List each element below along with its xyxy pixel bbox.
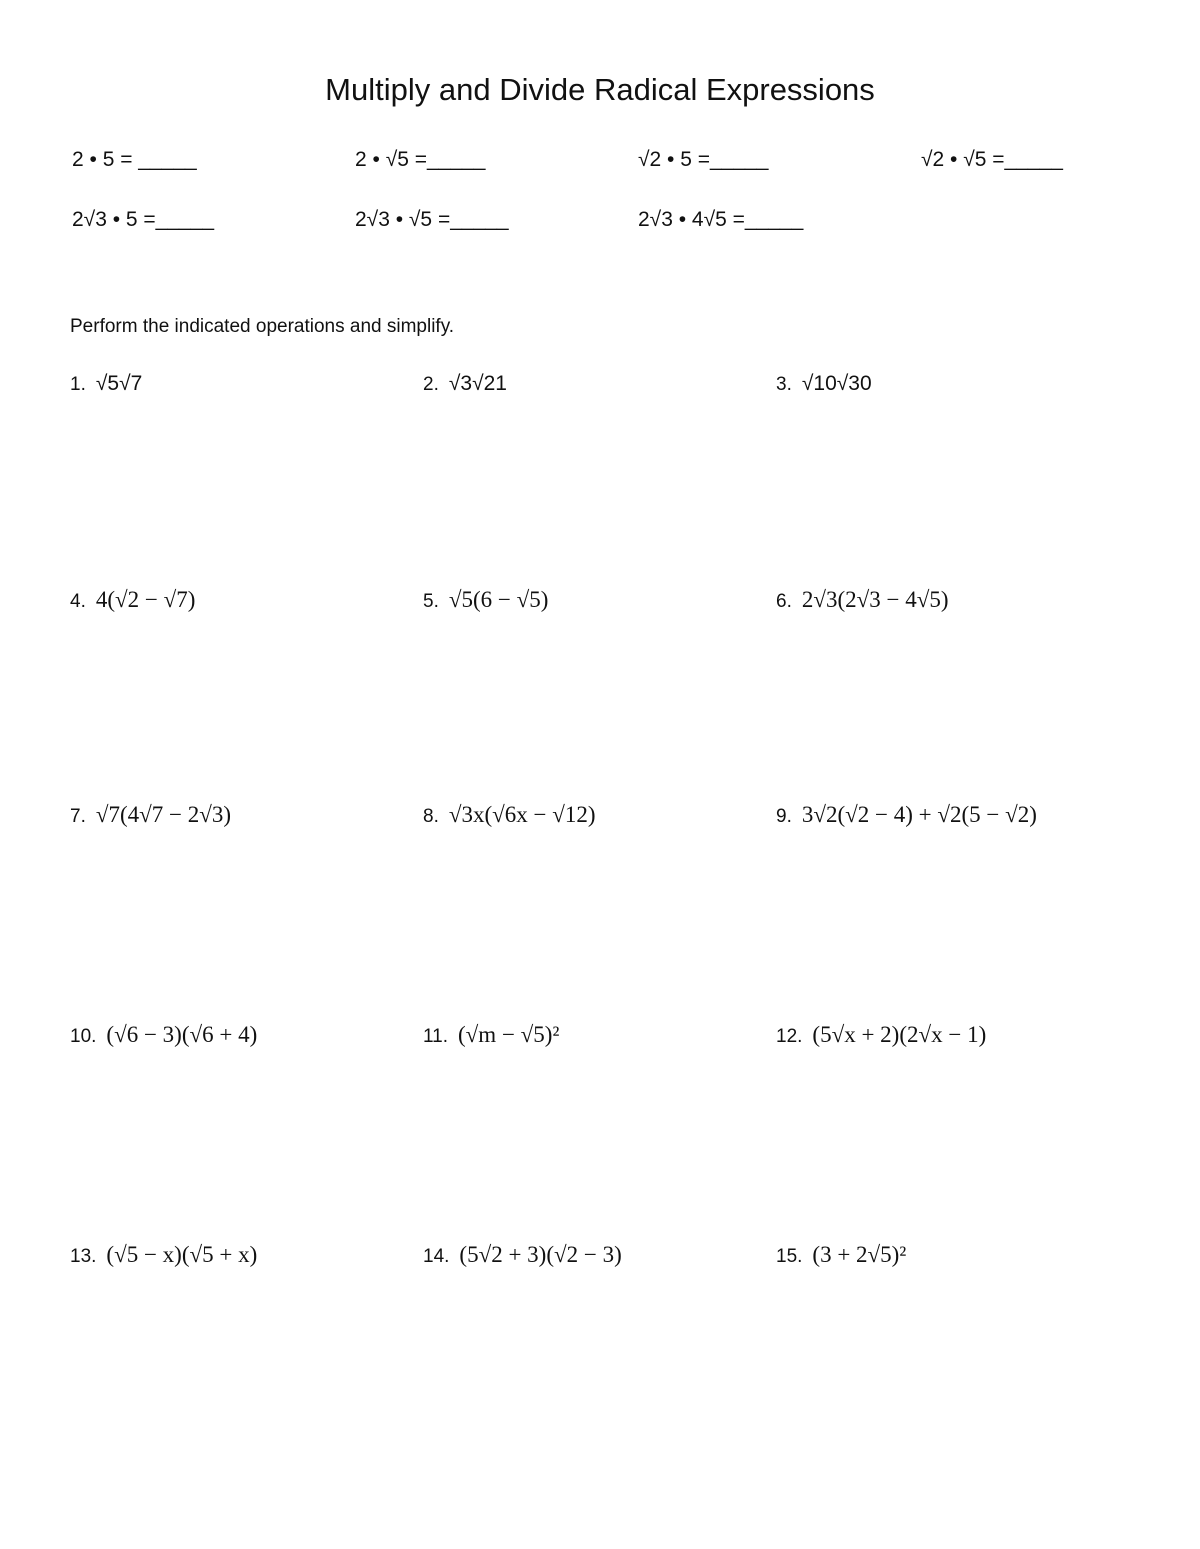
problem-1 bbox=[70, 372, 142, 396]
problem-expression: (√5 − x)(√5 + x) bbox=[106, 1242, 258, 1267]
problem-number: 3. bbox=[776, 374, 792, 395]
problem-number: 12. bbox=[776, 1026, 803, 1047]
problem-3 bbox=[776, 372, 872, 396]
warmup-item: 2√3 • √5 =_____ bbox=[355, 208, 509, 231]
warmup-item: 2 • 5 = _____ bbox=[72, 148, 197, 171]
warmup-item: 2√3 • 5 =_____ bbox=[72, 208, 215, 231]
problem-expression: (5√2 + 3)(√2 − 3) bbox=[459, 1242, 622, 1267]
problem-number: 11. bbox=[423, 1026, 449, 1047]
problem-7 bbox=[70, 802, 231, 828]
problem-number: 1. bbox=[70, 374, 86, 395]
problem-number: 2. bbox=[423, 374, 439, 395]
problem-10 bbox=[70, 1022, 257, 1048]
problem-expression: 2√3(2√3 − 4√5) bbox=[801, 587, 949, 612]
problem-2 bbox=[423, 372, 507, 396]
problem-expression: 4(√2 − √7) bbox=[95, 587, 196, 612]
problem-expression: √5√7 bbox=[95, 372, 143, 395]
problem-number: 13. bbox=[70, 1246, 97, 1267]
problem-8 bbox=[423, 802, 596, 828]
problem-number: 15. bbox=[776, 1246, 803, 1267]
problem-expression: (5√x + 2)(2√x − 1) bbox=[812, 1022, 987, 1047]
problem-number: 6. bbox=[776, 591, 792, 612]
problem-number: 8. bbox=[423, 806, 439, 827]
problem-expression: 3√2(√2 − 4) + √2(5 − √2) bbox=[801, 802, 1037, 827]
problem-number: 4. bbox=[70, 591, 86, 612]
warmup-item: √2 • √5 =_____ bbox=[921, 148, 1063, 171]
instructions: Perform the indicated operations and simplify. bbox=[70, 316, 455, 337]
warmup-item: 2√3 • 4√5 =_____ bbox=[638, 208, 804, 231]
problem-expression: √10√30 bbox=[801, 372, 872, 395]
problem-number: 10. bbox=[70, 1026, 97, 1047]
problem-expression: (√6 − 3)(√6 + 4) bbox=[106, 1022, 258, 1047]
problem-13 bbox=[70, 1242, 257, 1268]
problem-expression: (√m − √5)² bbox=[458, 1022, 560, 1047]
problem-9 bbox=[776, 802, 1037, 828]
problem-expression: √3√21 bbox=[448, 372, 507, 395]
problem-number: 7. bbox=[70, 806, 86, 827]
problem-11 bbox=[423, 1022, 559, 1048]
warmup-item: √2 • 5 =_____ bbox=[638, 148, 769, 171]
warmup-item: 2 • √5 =_____ bbox=[355, 148, 486, 171]
problem-15 bbox=[776, 1242, 906, 1268]
problem-number: 5. bbox=[423, 591, 439, 612]
problem-number: 14. bbox=[423, 1246, 450, 1267]
problem-expression: (3 + 2√5)² bbox=[812, 1242, 907, 1267]
problem-expression: √3x(√6x − √12) bbox=[448, 802, 596, 827]
problem-14 bbox=[423, 1242, 622, 1268]
problem-number: 9. bbox=[776, 806, 792, 827]
problem-5 bbox=[423, 587, 548, 613]
page-title: Multiply and Divide Radical Expressions bbox=[325, 72, 875, 107]
problem-expression: √7(4√7 − 2√3) bbox=[95, 802, 232, 827]
problem-12 bbox=[776, 1022, 986, 1048]
problem-6 bbox=[776, 587, 949, 613]
problem-expression: √5(6 − √5) bbox=[448, 587, 549, 612]
problem-4 bbox=[70, 587, 195, 613]
